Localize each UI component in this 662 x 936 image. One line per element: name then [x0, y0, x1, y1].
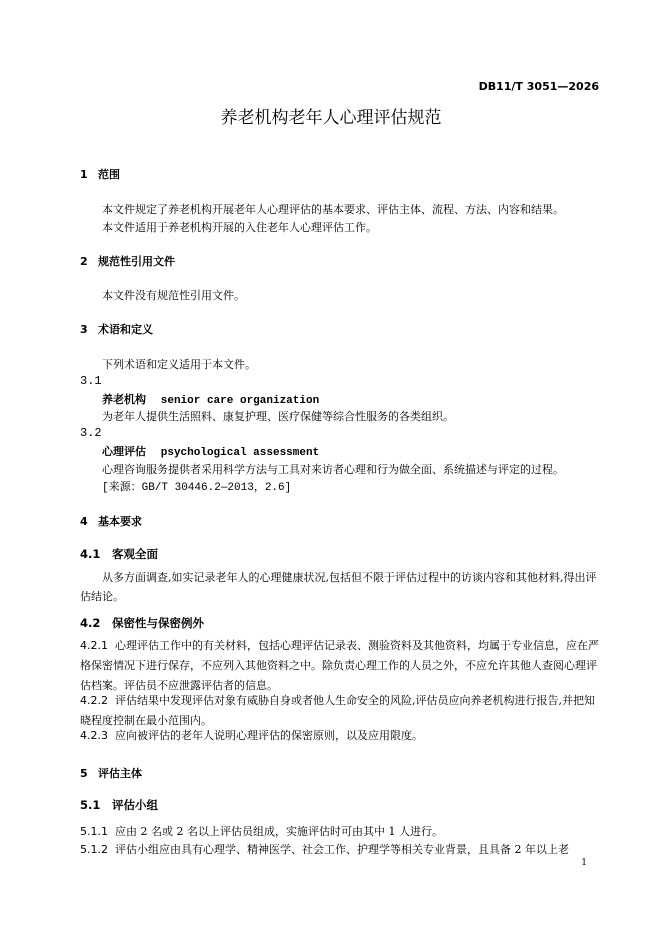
paragraph: 本文件适用于养老机构开展的入住老年人心理评估工作。	[102, 221, 377, 234]
section-number: 2	[80, 255, 88, 268]
subsection-title: 客观全面	[112, 547, 158, 561]
subsection-4-1-heading	[80, 546, 158, 562]
section-5-heading	[80, 765, 142, 781]
section-number: 1	[80, 168, 88, 181]
standard-code: DB11/T 3051—2026	[478, 80, 599, 93]
section-1-heading	[80, 166, 120, 182]
term-entry	[102, 443, 319, 459]
section-title: 范围	[98, 168, 120, 181]
paragraph: 从多方面调查,如实记录老年人的心理健康状况,包括但不限于评估过程中的访谈内容和其他材料,得出评估结论。	[80, 571, 597, 603]
section-number: 4	[80, 515, 88, 528]
page-number: 1	[581, 858, 587, 868]
paragraph: 本文件规定了养老机构开展老年人心理评估的基本要求、评估主体、流程、方法、内容和结果。	[102, 203, 564, 216]
clause-4-2-2	[80, 691, 600, 731]
clause-4-2-3	[80, 726, 600, 746]
clause-4-2-1	[80, 636, 600, 696]
paragraph: 本文件没有规范性引用文件。	[102, 289, 245, 302]
paragraph: 下列术语和定义适用于本文件。	[102, 358, 256, 371]
clause-number: 4.2.2	[80, 694, 108, 707]
subsection-5-1-heading	[80, 797, 158, 813]
clause-text: 应由 2 名或 2 名以上评估员组成，实施评估时可由其中 1 人进行。	[115, 825, 443, 838]
section-number: 3	[80, 323, 88, 336]
section-2-heading	[80, 253, 175, 269]
term-cn: 心理评估	[102, 445, 146, 458]
clause-5-1-1	[80, 823, 443, 839]
clause-number: 5.1.1	[80, 825, 108, 838]
clause-text: 评估小组应由具有心理学、精神医学、社会工作、护理学等相关专业背景，且具备 2 年以上老	[115, 843, 569, 856]
subsection-title: 保密性与保密例外	[112, 616, 204, 630]
clause-text: 心理评估工作中的有关材料，包括心理评估记录表、测验资料及其他资料，均属于专业信息，应在严格保密情况下进行保存，不应列入其他资料之中。除负责心理工作的人员之外，不应允许其他人查阅心理评估档案。评估员不应泄露评估者的信息。	[80, 639, 599, 692]
subsection-number: 5.1	[80, 798, 101, 812]
section-4-heading	[80, 513, 142, 529]
section-title: 基本要求	[98, 515, 142, 528]
term-en: senior care organization	[160, 395, 320, 407]
clause-number: 4.2.1	[80, 639, 108, 652]
term-source: [来源：GB/T 30446.2—2013，2.6]	[102, 482, 292, 494]
term-number: 3.2	[80, 426, 102, 440]
subsection-title: 评估小组	[112, 798, 158, 812]
section-title: 术语和定义	[98, 323, 153, 336]
subsection-4-2-heading	[80, 615, 204, 631]
term-en: psychological assessment	[160, 447, 320, 459]
term-cn: 养老机构	[102, 393, 146, 406]
term-entry	[102, 391, 319, 407]
clause-5-1-2	[80, 841, 602, 857]
clause-text: 评估结果中发现评估对象有威胁自身或者他人生命安全的风险,评估员应向养老机构进行报告,并把知晓程度控制在最小范围内。	[80, 694, 595, 727]
section-number: 5	[80, 767, 88, 780]
clause-text: 应向被评估的老年人说明心理评估的保密原则，以及应用限度。	[115, 729, 423, 742]
document-title: 养老机构老年人心理评估规范	[220, 108, 442, 128]
term-definition: 心理咨询服务提供者采用科学方法与工具对来访者心理和行为做全面、系统描述与评定的过程。	[102, 463, 564, 476]
subsection-number: 4.2	[80, 616, 101, 630]
term-number: 3.1	[80, 374, 102, 388]
section-title: 规范性引用文件	[98, 255, 175, 268]
term-definition: 为老年人提供生活照料、康复护理、医疗保健等综合性服务的各类组织。	[102, 410, 454, 423]
clause-number: 5.1.2	[80, 843, 108, 856]
subsection-number: 4.1	[80, 547, 101, 561]
clause-number: 4.2.3	[80, 729, 108, 742]
section-title: 评估主体	[98, 767, 142, 780]
section-3-heading	[80, 321, 153, 337]
